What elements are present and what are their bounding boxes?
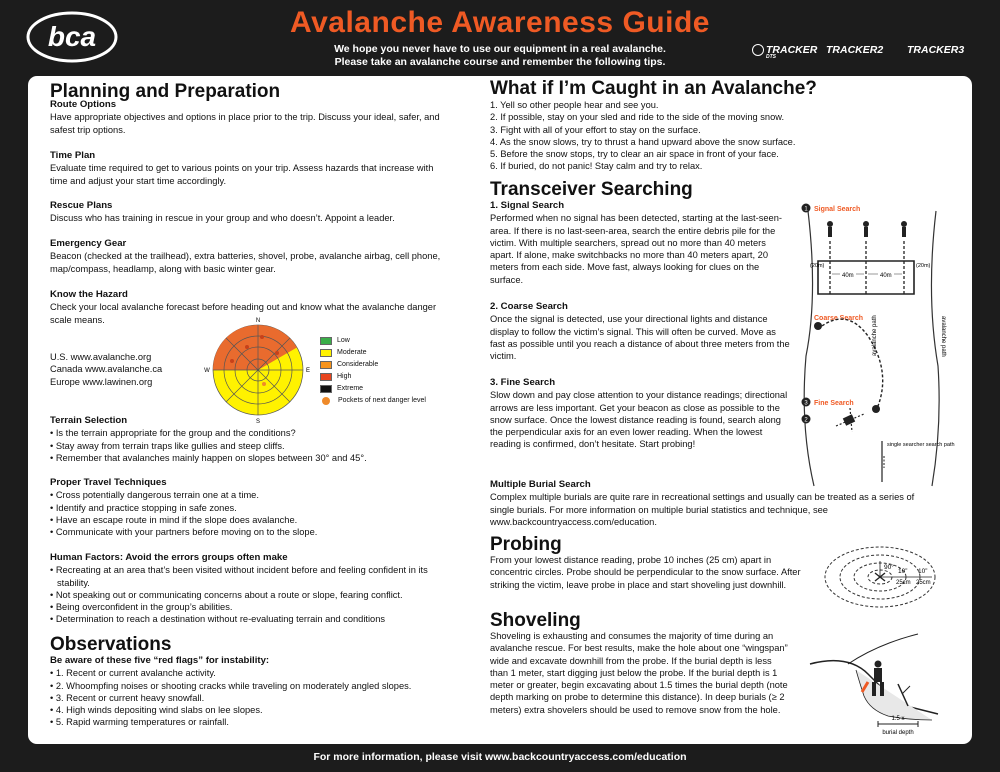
svg-text:W: W	[204, 368, 210, 374]
signal-search-title: 1. Signal Search	[490, 200, 565, 211]
website-us[interactable]: U.S. www.avalanche.org	[50, 352, 152, 362]
probing-section	[490, 554, 810, 591]
legend-swatch-considerable	[320, 361, 332, 369]
tracker3-brand: TRACKER3	[907, 44, 965, 56]
list-item: 2. If possible, stay on your sled and ride to the side of the moving snow.	[490, 112, 785, 123]
list-item: • Recreating at an area that’s been visited without incident before and feeling confident in its stability.	[50, 564, 460, 589]
shoveling-diagram	[808, 624, 940, 739]
know-hazard-text: Check your local avalanche forecast before heading out and know what the avalanche danger scale means.	[50, 302, 437, 325]
human-factors-section	[50, 552, 460, 626]
terrain-selection-section	[50, 415, 460, 464]
list-item: 3. Fight with all of your effort to stay on the surface.	[490, 124, 701, 135]
legend-low: Low	[320, 335, 470, 347]
danger-legend	[320, 335, 470, 407]
coarse-search-text: Once the signal is detected, use your directional lights and distance display to follow the victim’s signal. This will often be curved. Move as fast as possible until you reach a distance of about three meters from the victim.	[490, 314, 790, 362]
coarse-search-title: 2. Coarse Search	[490, 301, 568, 312]
list-item: 6. If buried, do not panic! Stay calm and try to relax.	[490, 161, 703, 172]
caught-heading: What if I’m Caught in an Avalanche?	[490, 78, 817, 99]
tracker2-brand: TRACKER2	[826, 44, 884, 56]
svg-text:90°: 90°	[884, 564, 894, 571]
travel-techniques-section	[50, 477, 460, 538]
danger-rose-diagram	[202, 314, 314, 424]
list-item: • 5. Rapid warming temperatures or rainfall.	[50, 716, 460, 728]
legend-pockets: Pockets of next danger level	[320, 395, 470, 407]
svg-text:40m: 40m	[880, 273, 892, 279]
legend-swatch-moderate	[320, 349, 332, 357]
website-europe[interactable]: Europe www.lawinen.org	[50, 376, 153, 387]
route-options-section	[50, 99, 450, 136]
svg-text:S: S	[255, 419, 261, 425]
subtitle-line-1: We hope you never have to use our equipment in a real avalanche.	[334, 43, 666, 55]
svg-text:Signal Search: Signal Search	[814, 206, 861, 213]
shoveling-section	[490, 630, 790, 716]
svg-text:(20m): (20m)	[810, 263, 825, 269]
list-item: • 2. Whoompfing noises or shooting cracks while traveling on moderately angled slopes.	[50, 680, 460, 692]
list-item: • Being overconfident in the group’s abilities.	[50, 601, 460, 613]
emergency-gear-title: Emergency Gear	[50, 238, 127, 249]
transceiver-heading: Transceiver Searching	[490, 179, 693, 200]
human-factors-title: Human Factors: Avoid the errors groups often make	[50, 552, 288, 563]
emergency-gear-section	[50, 238, 450, 275]
forecast-websites	[50, 351, 210, 388]
svg-text:(20m): (20m)	[916, 263, 931, 269]
list-item: • 4. High winds depositing wind slabs on lee slopes.	[50, 704, 460, 716]
terrain-selection-title: Terrain Selection	[50, 415, 128, 426]
multiple-burial-section	[490, 479, 920, 528]
list-item: • Stay away from terrain traps like gullies and steep cliffs.	[50, 440, 460, 452]
observations-subtitle: Be aware of these five “red flags” for instability:	[50, 655, 270, 666]
probing-text: From your lowest distance reading, probe 10 inches (25 cm) apart in concentric circles. Probe should be perpendicular to the snow surface. After striking the victim, leave probe in place and start shoveling just downhill.	[490, 555, 801, 590]
search-phases-diagram	[796, 196, 955, 486]
probing-heading: Probing	[490, 534, 562, 555]
list-item: • Determination to reach a destination without re-evaluating terrain and conditions	[50, 613, 460, 625]
list-item: • Remember that avalanches mainly happen on slopes between 30° and 45°.	[50, 452, 460, 464]
svg-text:avalanche path: avalanche path	[872, 315, 878, 356]
fine-search-section	[490, 377, 790, 451]
list-item: 1. Yell so other people hear and see you.	[490, 100, 659, 110]
legend-swatch-high	[320, 373, 332, 381]
list-item: • Communicate with your partners before moving on to the slope.	[50, 526, 460, 538]
svg-text:N: N	[255, 318, 261, 324]
legend-extreme: Extreme	[320, 383, 470, 395]
svg-text:1: 1	[804, 206, 808, 213]
svg-text:3: 3	[804, 400, 808, 407]
legend-single-searcher: single searcher search path	[887, 442, 955, 448]
subtitle-line-2: Please take an avalanche course and remember the following tips.	[334, 56, 666, 68]
list-item: • 3. Recent or current heavy snowfall.	[50, 692, 460, 704]
svg-text:40m: 40m	[842, 273, 854, 279]
list-item: • Identify and practice stopping in safe zones.	[50, 502, 460, 514]
svg-text:10”: 10”	[898, 568, 908, 575]
list-item: • Not speaking out or communicating concerns about a route or slope, fearing conflict.	[50, 589, 460, 601]
rescue-plans-section	[50, 200, 450, 225]
time-plan-text: Evaluate time required to get to various points on your trip. Assess hazards that increase with time and adjust your start time accordingly.	[50, 163, 434, 186]
content-panel	[28, 76, 972, 744]
shoveling-text: Shoveling is exhausting and consumes the majority of time during an avalanche rescue. For best results, make the hole about one “wingspan” wide and excavate downhill from the probe. If the burial depth is less than 1 meter, start digging just below the probe. If the burial depth is 1 meter or greater, begin excavating about 1.5 times the burial depth (note depth marking on probe to determine this distance). In deep burials (≥ 2 meters) extra shovelers should be used to remove snow from the hole.	[490, 631, 788, 715]
header	[0, 0, 1000, 76]
legend-swatch-low	[320, 337, 332, 345]
svg-text:bca: bca	[47, 21, 97, 52]
website-canada[interactable]: Canada www.avalanche.ca	[50, 364, 163, 375]
know-hazard-title: Know the Hazard	[50, 289, 128, 300]
emergency-gear-text: Beacon (checked at the trailhead), extra batteries, shovel, probe, avalanche airbag, cell phone, map/compass, headlamp, along with basic winter gear.	[50, 251, 441, 274]
probing-circles-diagram	[820, 541, 940, 611]
signal-search-section	[490, 200, 790, 286]
svg-text:10”: 10”	[918, 568, 928, 575]
multiple-burial-title: Multiple Burial Search	[490, 479, 591, 490]
route-options-text: Have appropriate objectives and options in place prior to the trip. Discuss your ideal, safer, and safest trip options.	[50, 112, 440, 135]
time-plan-title: Time Plan	[50, 150, 96, 161]
svg-text:burial depth: burial depth	[882, 730, 914, 736]
rescue-plans-text: Discuss who has training in rescue in your group and who doesn’t. Appoint a leader.	[50, 213, 395, 224]
page-title: Avalanche Awareness Guide	[290, 6, 710, 39]
travel-techniques-title: Proper Travel Techniques	[50, 477, 167, 488]
fine-search-text: Slow down and pay close attention to your distance readings; directional arrows are less important. Get your beacon as close as possible to the snow surface. Once the lowest distance reading is found, search along the perpendicular axis for an even lower reading. When the lowest reading is confirmed, don’t hesitate. Start probing!	[490, 390, 788, 450]
list-item: 4. As the snow slows, try to thrust a hand upward above the snow surface.	[490, 136, 796, 147]
list-item: • Cross potentially dangerous terrain one at a time.	[50, 489, 460, 501]
list-item: • Is the terrain appropriate for the group and the conditions?	[50, 427, 460, 439]
svg-text:1.5 x: 1.5 x	[891, 716, 905, 722]
legend-high: High	[320, 371, 470, 383]
svg-text:Fine Search: Fine Search	[814, 400, 854, 407]
list-item: • 1. Recent or current avalanche activity.	[50, 667, 460, 679]
svg-text:E: E	[305, 368, 311, 374]
fine-search-title: 3. Fine Search	[490, 377, 556, 388]
legend-swatch-extreme	[320, 385, 332, 393]
signal-search-text: Performed when no signal has been detected, starting at the last-seen-area. If there is no last-seen-area, search the entire debris pile for the victim. With multiple searchers, spread out no more than 40 meters apart. If alone, make switchbacks no more than 40 meters apart, 20 meters from each side. Move fast, always looking for clues on the surface.	[490, 213, 782, 285]
route-options-title: Route Options	[50, 99, 117, 110]
list-item: • Have an escape route in mind if the slope does avalanche.	[50, 514, 460, 526]
svg-text:25cm: 25cm	[916, 580, 931, 586]
list-item: 5. Before the snow stops, try to clear an air space in front of your face.	[490, 149, 779, 160]
footer-text[interactable]: For more information, please visit www.backcountryaccess.com/education	[313, 751, 687, 763]
rescue-plans-title: Rescue Plans	[50, 200, 113, 211]
observations-section	[50, 655, 460, 729]
shoveling-heading: Shoveling	[490, 610, 581, 631]
svg-text:2: 2	[804, 417, 808, 424]
observations-heading: Observations	[50, 634, 172, 655]
legend-dot-pockets	[322, 397, 330, 405]
legend-considerable: Considerable	[320, 359, 470, 371]
tracker-brand: TRACKER DTS	[752, 44, 817, 60]
svg-text:Coarse Search: Coarse Search	[814, 315, 864, 322]
planning-heading: Planning and Preparation	[50, 81, 281, 102]
svg-text:25cm: 25cm	[896, 580, 911, 586]
multiple-burial-text: Complex multiple burials are quite rare in recreational settings and usually can be treated as a series of single burials. For more information on multiple burial statistics and technique, see www.backcountryaccess.com/education.	[490, 492, 915, 527]
caught-steps	[490, 99, 910, 173]
svg-text:avalanche path: avalanche path	[940, 316, 946, 357]
time-plan-section	[50, 150, 450, 187]
legend-moderate: Moderate	[320, 347, 470, 359]
coarse-search-section	[490, 301, 790, 362]
